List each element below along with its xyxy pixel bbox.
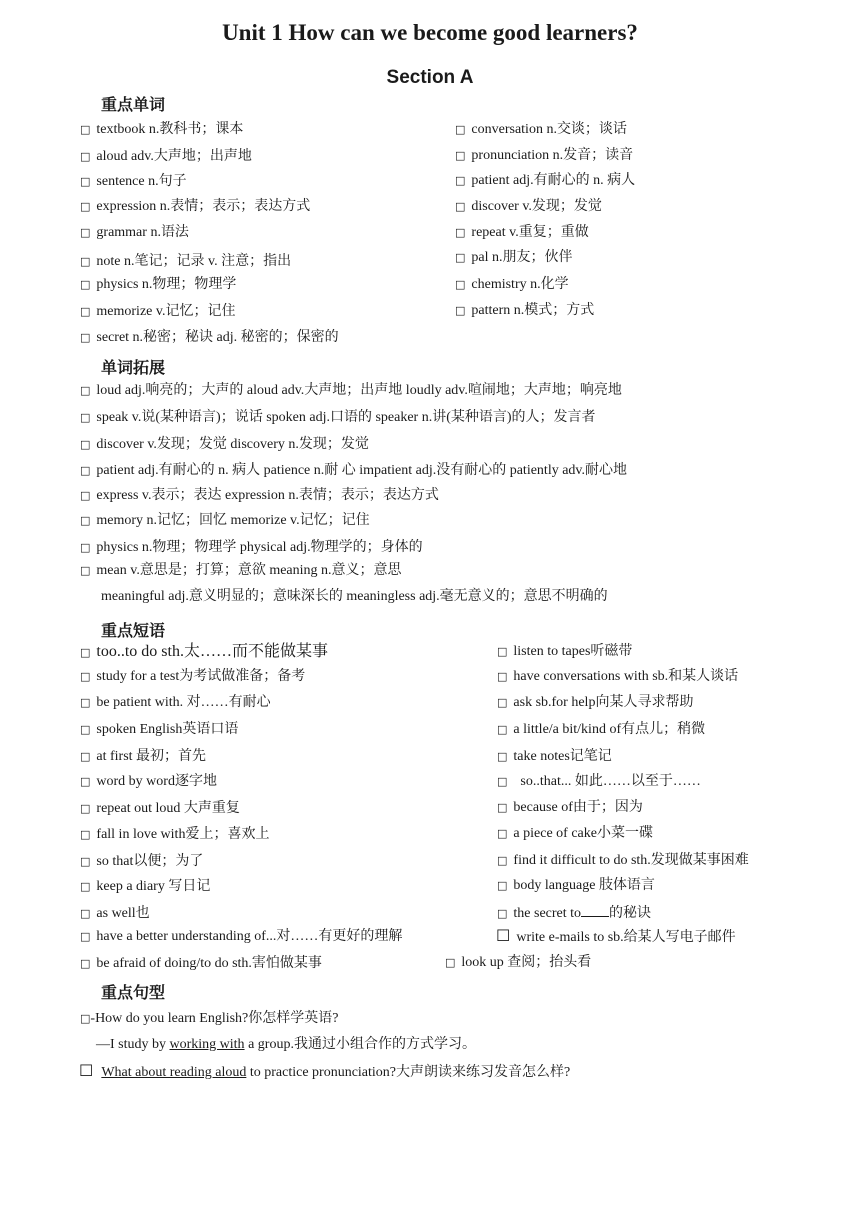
phrase-item: □ at first 最初；首先 [80, 749, 207, 764]
checkbox-icon: □ [80, 438, 91, 451]
word-item: □ pal n.朋友；伙伴 [455, 250, 573, 265]
checkbox-icon: □ [80, 670, 91, 683]
word-item: □ note n.笔记；记录 v. 注意；指出 [80, 254, 292, 269]
word-item: □ memorize v.记忆；记住 [80, 304, 236, 319]
checkbox-icon: □ [80, 541, 91, 554]
heading-key-words: 重点单词 [101, 95, 166, 114]
checkbox-icon: □ [455, 251, 466, 264]
expand-item-continued: meaningful adj.意义明显的；意味深长的 meaningless adj.毫无意义的；意思不明确的 [101, 589, 608, 604]
phrase-item: □ so that以便；为了 [80, 854, 204, 869]
phrase-item: □ as well也 [80, 906, 150, 921]
checkbox-icon: □ [455, 174, 466, 187]
phrase-item: □ spoken English英语口语 [80, 722, 239, 737]
expand-item: □ discover v.发现；发觉 discovery n.发现；发觉 [80, 437, 369, 452]
checkbox-icon: □ [455, 226, 466, 239]
checkbox-icon: □ [80, 514, 91, 527]
checkbox-icon: □ [80, 930, 91, 943]
checkbox-icon: □ [497, 801, 508, 814]
phrase-item: □ look up 查阅；抬头看 [445, 955, 592, 970]
word-item: □ conversation n.交谈；谈话 [455, 122, 627, 137]
checkbox-icon: □ [497, 750, 508, 763]
sentence-item: □-How do you learn English?你怎样学英语? [80, 1011, 339, 1026]
checkbox-icon: □ [80, 255, 91, 268]
checkbox-icon: □ [455, 304, 466, 317]
checkbox-icon: □ [80, 464, 91, 477]
checkbox-icon: □ [455, 278, 466, 291]
checkbox-icon: □ [80, 331, 91, 344]
checkbox-icon: □ [80, 907, 91, 920]
page-title: Unit 1 How can we become good learners? [222, 20, 638, 45]
heading-key-sentences: 重点句型 [101, 983, 166, 1002]
word-item: □ repeat v.重复；重做 [455, 225, 589, 240]
phrase-item: □ because of由于；因为 [497, 800, 643, 815]
sentence-item: —I study by working with a group.我通过小组合作的方式学习。 [96, 1037, 476, 1052]
checkbox-icon: □ [455, 200, 466, 213]
sentence-item: ☐ What about reading aloud to practice pronunciation?大声朗读来练习发音怎么样? [79, 1061, 571, 1080]
checkbox-icon: □ [497, 645, 508, 658]
checkbox-icon: □ [497, 827, 508, 840]
expand-item: □ mean v.意思是；打算；意欲 meaning n.意义；意思 [80, 563, 402, 578]
word-item: □ pronunciation n.发音；读音 [455, 148, 634, 163]
checkbox-icon: □ [497, 775, 508, 788]
checkbox-icon: □ [80, 1012, 91, 1025]
word-item: □ aloud adv.大声地；出声地 [80, 149, 252, 164]
word-item: □ expression n.表情；表示；表达方式 [80, 199, 311, 214]
heading-word-expansion: 单词拓展 [101, 358, 166, 377]
phrase-item: ☐ write e-mails to sb.给某人写电子邮件 [496, 926, 736, 945]
checkbox-icon: □ [445, 956, 456, 969]
checkbox-icon: □ [80, 564, 91, 577]
phrase-item: □ keep a diary 写日记 [80, 879, 211, 894]
checkbox-icon: □ [80, 411, 91, 424]
checkbox-icon: □ [455, 149, 466, 162]
checkbox-icon: □ [80, 828, 91, 841]
checkbox-icon: □ [497, 907, 508, 920]
phrase-item: □ a little/a bit/kind of有点儿；稍微 [497, 722, 706, 737]
checkbox-icon: □ [80, 384, 91, 397]
checkbox-icon: □ [80, 750, 91, 763]
phrase-item: □ body language 肢体语言 [497, 878, 655, 893]
word-item: □ pattern n.模式；方式 [455, 303, 595, 318]
expand-item: □ patient adj.有耐心的 n. 病人 patience n.耐 心 impatient adj.没有耐心的 patiently adv.耐心地 [80, 463, 628, 478]
phrase-item: □ too..to do sth.太……而不能做某事 [80, 643, 328, 660]
checkbox-icon: □ [497, 670, 508, 683]
expand-item: □ speak v.说(某种语言)；说话 spoken adj.口语的 speaker n.讲(某种语言)的人；发言者 [80, 410, 596, 425]
checkbox-icon: □ [80, 802, 91, 815]
checkbox-icon: □ [80, 226, 91, 239]
checkbox-icon: □ [80, 696, 91, 709]
word-item: □ secret n.秘密；秘诀 adj. 秘密的；保密的 [80, 330, 339, 345]
checkbox-icon: □ [80, 855, 91, 868]
checkbox-icon: □ [497, 879, 508, 892]
checkbox-icon: □ [80, 775, 91, 788]
checkbox-icon: □ [80, 123, 91, 136]
checkbox-icon: □ [80, 175, 91, 188]
phrase-item: □ a piece of cake小菜一碟 [497, 826, 653, 841]
checkbox-icon: □ [497, 854, 508, 867]
checkbox-icon: □ [497, 696, 508, 709]
phrase-item: □ so..that... 如此……以至于…… [497, 774, 701, 789]
heading-key-phrases: 重点短语 [101, 621, 166, 640]
phrase-item: □ be afraid of doing/to do sth.害怕做某事 [80, 956, 322, 971]
expand-item: □ physics n.物理；物理学 physical adj.物理学的；身体的 [80, 540, 423, 555]
checkbox-icon: □ [497, 723, 508, 736]
checkbox-icon: □ [80, 489, 91, 502]
word-item: □ textbook n.教科书；课本 [80, 122, 244, 137]
checkbox-icon: □ [455, 123, 466, 136]
expand-item: □ express v.表示；表达 expression n.表情；表示；表达方式 [80, 488, 439, 503]
checkbox-icon: □ [80, 150, 91, 163]
word-item: □ chemistry n.化学 [455, 277, 569, 292]
expand-item: □ memory n.记忆；回忆 memorize v.记忆；记住 [80, 513, 370, 528]
phrase-item: □ study for a test为考试做准备；备考 [80, 669, 306, 684]
word-item: □ physics n.物理；物理学 [80, 277, 237, 292]
phrase-item: □ fall in love with爱上；喜欢上 [80, 827, 270, 842]
checkbox-icon: □ [80, 880, 91, 893]
phrase-item: □ repeat out loud 大声重复 [80, 801, 240, 816]
phrase-item: □ the secret to 的秘诀 [497, 906, 652, 921]
phrase-item: □ ask sb.for help向某人寻求帮助 [497, 695, 694, 710]
word-item: □ grammar n.语法 [80, 225, 189, 240]
word-item: □ patient adj.有耐心的 n. 病人 [455, 173, 636, 188]
phrase-item: □ have a better understanding of...对……有更好的理解 [80, 929, 403, 944]
checkbox-icon: □ [80, 278, 91, 291]
word-item: □ sentence n.句子 [80, 174, 187, 189]
phrase-item: □ find it difficult to do sth.发现做某事困难 [497, 853, 749, 868]
word-item: □ discover v.发现；发觉 [455, 199, 602, 214]
expand-item: □ loud adj.响亮的；大声的 aloud adv.大声地；出声地 loudly adv.喧闹地；大声地；响亮地 [80, 383, 622, 398]
phrase-item: □ be patient with. 对……有耐心 [80, 695, 271, 710]
checkbox-icon: □ [80, 957, 91, 970]
phrase-item: □ have conversations with sb.和某人谈话 [497, 669, 739, 684]
checkbox-icon: □ [80, 305, 91, 318]
checkbox-icon: □ [80, 723, 91, 736]
fill-blank [581, 904, 609, 917]
phrase-item: □ listen to tapes听磁带 [497, 644, 633, 659]
checkbox-icon: □ [80, 646, 91, 659]
checkbox-icon: ☐ [496, 926, 511, 945]
checkbox-icon: ☐ [79, 1061, 94, 1080]
section-title: Section A [386, 67, 474, 88]
phrase-item: □ word by word逐字地 [80, 774, 217, 789]
checkbox-icon: □ [80, 200, 91, 213]
phrase-item: □ take notes记笔记 [497, 749, 612, 764]
